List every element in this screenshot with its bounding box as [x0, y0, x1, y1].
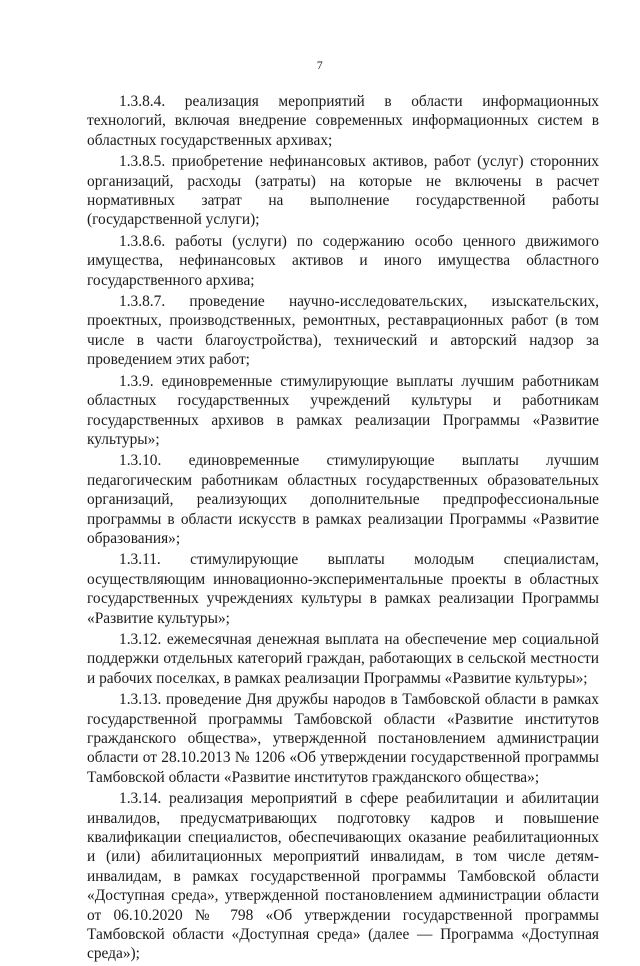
paragraph-1-3-12: 1.3.12. ежемесячная денежная выплата на обеспечение мер социальной поддержки отдельных категорий граждан, работающих в сельской местности и рабочих поселках, в рамках реализации Программы «Развитие культуры»; — [87, 630, 599, 687]
paragraph-1-3-14: 1.3.14. реализация мероприятий в сфере реабилитации и абилитации инвалидов, предусматривающих подготовку кадров и повышение квалификации специалистов, обеспечивающих оказание реабилитационных и (или) абилитационных мероприятий инвалидам, в том числе детям-инвалидам, в рамках государственной программы Тамбовской области «Доступная среда», утвержденной постановлением администрации области от 06.10.2020 № 798 «Об утверждении государственной программы Тамбовской области «Доступная среда» (далее — Программа «Доступная среда»); — [87, 790, 599, 963]
paragraph-1-3-10: 1.3.10. единовременные стимулирующие выплаты лучшим педагогическим работникам областных государственных образовательных организаций, реализующих дополнительные предпрофессиональные программы в области искусств в рамках реализации Программы «Развитие образования»; — [87, 452, 599, 547]
paragraph-1-3-13: 1.3.13. проведение Дня дружбы народов в Тамбовской области в рамках государственной программы Тамбовской области «Развитие институтов гражданского общества», утвержденной постановлением администрации области от 28.10.2013 № 1206 «Об утверждении государственной программы Тамбовской области «Развитие институтов гражданского общества»; — [87, 691, 599, 786]
paragraph-1-3-11: 1.3.11. стимулирующие выплаты молодым специалистам, осуществляющим инновационно-экспериментальные проекты в областных государственных учреждениях культуры в рамках реализации Программы «Развитие культуры»; — [87, 551, 599, 627]
paragraph-1-3-8-4: 1.3.8.4. реализация мероприятий в области информационных технологий, включая внедрение современных информационных систем в областных государственных архивах; — [87, 93, 599, 149]
page-number: 7 — [316, 58, 324, 72]
paragraph-1-3-9: 1.3.9. единовременные стимулирующие выплаты лучшим работникам областных государственных учреждений культуры и работникам государственных архивов в рамках реализации Программы «Развитие культуры»; — [87, 372, 599, 448]
paragraph-1-3-8-7: 1.3.8.7. проведение научно-исследовательских, изыскательских, проектных, производственных, ремонтных, реставрационных работ (в том числе в части благоустройства), технический и авторский надзор за проведением этих работ; — [87, 293, 599, 369]
paragraph-1-3-8-5: 1.3.8.5. приобретение нефинансовых активов, работ (услуг) сторонних организаций, расходы (затраты) на которые не включены в расчет нормативных затрат на выполнение государственной работы (государственной услуги); — [87, 153, 599, 229]
document-body — [87, 92, 599, 966]
paragraph-1-3-8-6: 1.3.8.6. работы (услуги) по содержанию особо ценного движимого имущества, нефинансовых активов и иного имущества областного государственного архива; — [87, 232, 599, 289]
